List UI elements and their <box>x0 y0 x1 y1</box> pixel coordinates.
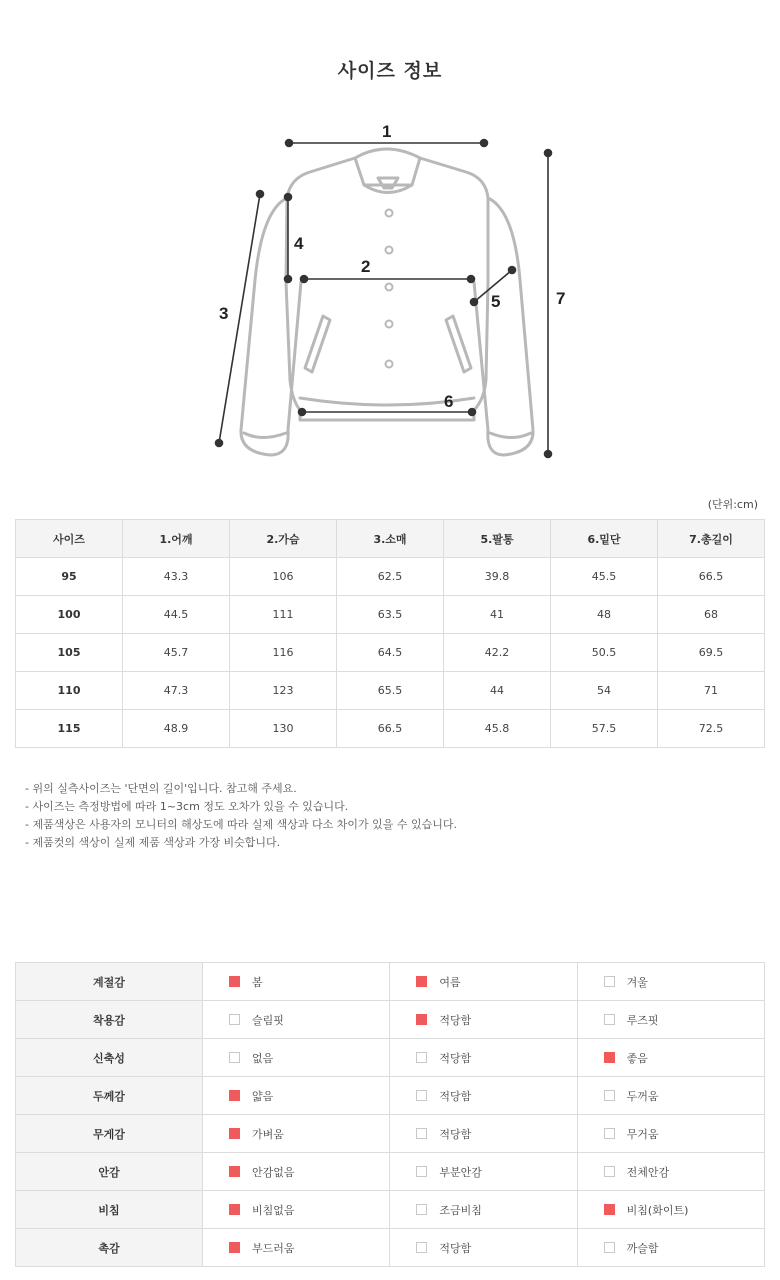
table-cell: 48 <box>551 596 658 634</box>
unchecked-box-icon <box>604 1166 615 1177</box>
option-label: 무거움 <box>626 1127 659 1141</box>
option-label: 봄 <box>252 975 263 989</box>
checked-box-icon <box>416 976 427 987</box>
size-cell: 105 <box>16 634 123 672</box>
column-header: 1.어깨 <box>123 520 230 558</box>
table-cell: 43.3 <box>123 558 230 596</box>
option-wrapper <box>578 974 764 990</box>
jacket-measurement-diagram <box>0 110 780 470</box>
checked-box-icon <box>229 976 240 987</box>
property-option <box>203 1229 390 1267</box>
note-item: - 제품컷의 색상이 실제 제품 색상과 가장 비슷합니다. <box>25 836 281 849</box>
table-cell: 44.5 <box>123 596 230 634</box>
table-cell: 106 <box>230 558 337 596</box>
unchecked-box-icon <box>416 1052 427 1063</box>
checked-box-icon <box>229 1242 240 1253</box>
option-wrapper <box>203 1126 389 1142</box>
option-wrapper <box>203 1088 389 1104</box>
property-row <box>16 1039 765 1077</box>
table-cell: 42.2 <box>444 634 551 672</box>
option-wrapper <box>203 1240 389 1256</box>
option-label: 좋음 <box>626 1051 648 1065</box>
option-wrapper <box>390 1164 576 1180</box>
table-row <box>16 672 765 710</box>
table-cell: 44 <box>444 672 551 710</box>
label-7: 7 <box>556 289 566 308</box>
label-6: 6 <box>444 392 454 411</box>
property-option <box>203 1153 390 1191</box>
table-row <box>16 634 765 672</box>
table-cell: 45.7 <box>123 634 230 672</box>
label-2: 2 <box>361 257 371 276</box>
property-option <box>203 1077 390 1115</box>
product-properties-table <box>15 962 765 1267</box>
property-option <box>390 1229 577 1267</box>
property-label: 계절감 <box>16 963 203 1001</box>
unchecked-box-icon <box>229 1014 240 1025</box>
option-label: 적당함 <box>439 1127 472 1141</box>
option-label: 안감없음 <box>252 1165 295 1179</box>
option-wrapper <box>390 1240 576 1256</box>
unchecked-box-icon <box>416 1090 427 1101</box>
option-wrapper <box>203 1012 389 1028</box>
option-wrapper <box>203 1164 389 1180</box>
property-row <box>16 1191 765 1229</box>
option-wrapper <box>390 1088 576 1104</box>
unchecked-box-icon <box>229 1052 240 1063</box>
table-cell: 47.3 <box>123 672 230 710</box>
size-cell: 110 <box>16 672 123 710</box>
checked-box-icon <box>229 1090 240 1101</box>
option-wrapper <box>390 1126 576 1142</box>
table-cell: 65.5 <box>337 672 444 710</box>
table-cell: 116 <box>230 634 337 672</box>
option-label: 여름 <box>439 975 461 989</box>
column-header: 사이즈 <box>16 520 123 558</box>
property-option <box>577 1191 764 1229</box>
unchecked-box-icon <box>604 976 615 987</box>
property-row <box>16 1115 765 1153</box>
option-label: 루즈핏 <box>626 1013 659 1027</box>
property-row <box>16 1001 765 1039</box>
table-cell: 71 <box>658 672 765 710</box>
property-option <box>390 1153 577 1191</box>
property-row <box>16 1153 765 1191</box>
property-option <box>203 1039 390 1077</box>
option-wrapper <box>390 1202 576 1218</box>
table-cell: 111 <box>230 596 337 634</box>
note-item: - 사이즈는 측정방법에 따라 1~3cm 정도 오차가 있을 수 있습니다. <box>25 800 349 813</box>
option-wrapper <box>578 1088 764 1104</box>
note-item: - 위의 실측사이즈는 '단면의 길이'입니다. 참고해 주세요. <box>25 782 297 795</box>
unit-label: (단위:cm) <box>707 498 758 511</box>
table-cell: 50.5 <box>551 634 658 672</box>
property-label: 비침 <box>16 1191 203 1229</box>
checked-box-icon <box>229 1128 240 1139</box>
table-cell: 123 <box>230 672 337 710</box>
option-label: 부드러움 <box>252 1241 295 1255</box>
property-label: 안감 <box>16 1153 203 1191</box>
checked-box-icon <box>416 1014 427 1025</box>
property-label: 두께감 <box>16 1077 203 1115</box>
button-icons <box>386 210 393 368</box>
option-wrapper <box>578 1126 764 1142</box>
option-wrapper <box>578 1012 764 1028</box>
note-item: - 제품색상은 사용자의 모니터의 해상도에 따라 실제 색상과 다소 차이가 있을 수 있습니다. <box>25 818 457 831</box>
property-option <box>577 1229 764 1267</box>
option-wrapper <box>390 1012 576 1028</box>
unchecked-box-icon <box>604 1242 615 1253</box>
table-cell: 57.5 <box>551 710 658 748</box>
property-option <box>577 1001 764 1039</box>
table-cell: 66.5 <box>337 710 444 748</box>
option-wrapper <box>203 1202 389 1218</box>
option-wrapper <box>390 1050 576 1066</box>
option-label: 비침없음 <box>252 1203 295 1217</box>
option-wrapper <box>578 1164 764 1180</box>
property-option <box>577 1077 764 1115</box>
property-row <box>16 1229 765 1267</box>
table-cell: 72.5 <box>658 710 765 748</box>
option-label: 비침(화이트) <box>626 1203 689 1217</box>
column-header: 6.밑단 <box>551 520 658 558</box>
notes-list <box>25 780 457 852</box>
size-cell: 95 <box>16 558 123 596</box>
table-cell: 41 <box>444 596 551 634</box>
table-cell: 54 <box>551 672 658 710</box>
column-header: 7.총길이 <box>658 520 765 558</box>
option-label: 가벼움 <box>252 1127 284 1141</box>
option-wrapper <box>578 1202 764 1218</box>
table-cell: 63.5 <box>337 596 444 634</box>
size-cell: 100 <box>16 596 123 634</box>
option-label: 겨울 <box>626 975 648 989</box>
property-option <box>390 963 577 1001</box>
table-cell: 68 <box>658 596 765 634</box>
property-option <box>577 1153 764 1191</box>
property-row <box>16 963 765 1001</box>
table-cell: 66.5 <box>658 558 765 596</box>
checked-box-icon <box>604 1052 615 1063</box>
option-wrapper <box>203 974 389 990</box>
unchecked-box-icon <box>416 1204 427 1215</box>
property-label: 촉감 <box>16 1229 203 1267</box>
option-label: 부분안감 <box>439 1165 482 1179</box>
property-label: 무게감 <box>16 1115 203 1153</box>
size-table <box>15 519 765 748</box>
option-wrapper <box>578 1240 764 1256</box>
option-wrapper <box>203 1050 389 1066</box>
size-cell: 115 <box>16 710 123 748</box>
option-label: 적당함 <box>439 1051 472 1065</box>
size-table-header-row <box>16 520 765 558</box>
option-label: 까슬함 <box>626 1241 659 1255</box>
column-header: 5.팔통 <box>444 520 551 558</box>
property-option <box>390 1191 577 1229</box>
checked-box-icon <box>229 1166 240 1177</box>
option-label: 적당함 <box>439 1241 472 1255</box>
checked-box-icon <box>604 1204 615 1215</box>
table-cell: 130 <box>230 710 337 748</box>
page-title: 사이즈 정보 <box>337 60 443 82</box>
label-3: 3 <box>219 304 229 323</box>
table-cell: 45.8 <box>444 710 551 748</box>
property-label: 신축성 <box>16 1039 203 1077</box>
option-label: 적당함 <box>439 1013 472 1027</box>
property-option <box>203 1001 390 1039</box>
property-label: 착용감 <box>16 1001 203 1039</box>
table-cell: 39.8 <box>444 558 551 596</box>
option-label: 얇음 <box>252 1089 274 1103</box>
property-option <box>203 1191 390 1229</box>
label-4: 4 <box>294 234 304 253</box>
property-option <box>390 1001 577 1039</box>
option-label: 전체안감 <box>626 1165 670 1179</box>
table-cell: 64.5 <box>337 634 444 672</box>
table-row <box>16 596 765 634</box>
table-row <box>16 710 765 748</box>
label-1: 1 <box>382 122 392 141</box>
option-label: 적당함 <box>439 1089 472 1103</box>
column-header: 2.가슴 <box>230 520 337 558</box>
label-5: 5 <box>491 292 501 311</box>
unchecked-box-icon <box>416 1128 427 1139</box>
option-label: 슬림핏 <box>252 1013 284 1027</box>
property-option <box>577 1115 764 1153</box>
property-option <box>577 1039 764 1077</box>
option-wrapper <box>390 974 576 990</box>
property-option <box>203 963 390 1001</box>
option-label: 조금비침 <box>439 1203 482 1217</box>
property-option <box>390 1077 577 1115</box>
table-cell: 62.5 <box>337 558 444 596</box>
option-label: 두꺼움 <box>626 1089 659 1103</box>
option-label: 없음 <box>252 1051 274 1065</box>
table-row <box>16 558 765 596</box>
table-cell: 48.9 <box>123 710 230 748</box>
unchecked-box-icon <box>604 1014 615 1025</box>
property-option <box>577 963 764 1001</box>
property-option <box>203 1115 390 1153</box>
column-header: 3.소매 <box>337 520 444 558</box>
table-cell: 45.5 <box>551 558 658 596</box>
option-wrapper <box>578 1050 764 1066</box>
property-row <box>16 1077 765 1115</box>
property-option <box>390 1039 577 1077</box>
unchecked-box-icon <box>604 1090 615 1101</box>
unchecked-box-icon <box>604 1128 615 1139</box>
property-option <box>390 1115 577 1153</box>
checked-box-icon <box>229 1204 240 1215</box>
table-cell: 69.5 <box>658 634 765 672</box>
unchecked-box-icon <box>416 1166 427 1177</box>
unchecked-box-icon <box>416 1242 427 1253</box>
